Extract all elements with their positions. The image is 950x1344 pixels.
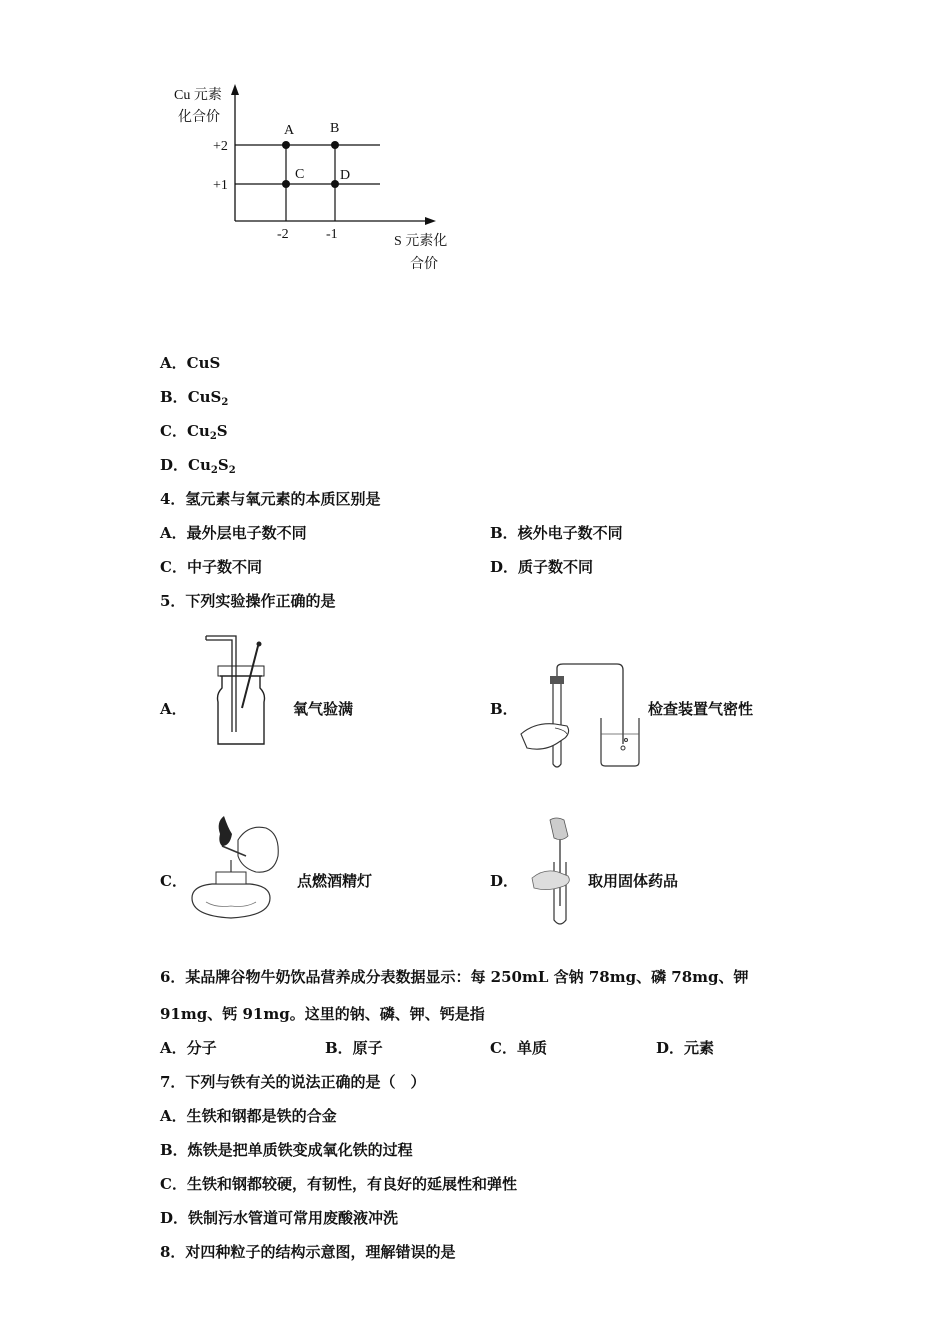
point-label-c: C	[295, 167, 305, 182]
point-label-b: B	[330, 121, 340, 136]
q7-option-b: B．炼铁是把单质铁变成氧化铁的过程	[160, 1141, 413, 1159]
q5-option-a-letter: A．	[160, 700, 187, 718]
q6-option-d: D．元素	[656, 1039, 715, 1057]
q6-stem-line2: 91mg、钙 91mg。这里的钠、磷、钾、钙是指	[160, 1005, 485, 1023]
y-axis-label-2: 化合价	[178, 110, 220, 125]
solid-reagent-illustration	[528, 816, 588, 926]
q6-option-c: C．单质	[490, 1039, 547, 1057]
y-axis-label-1: Cu 元素	[174, 88, 222, 103]
q7-option-c: C．生铁和钢都较硬，有韧性，有良好的延展性和弹性	[160, 1175, 517, 1193]
q5-option-d-letter: D．	[490, 872, 519, 890]
point-b	[331, 141, 339, 149]
x-tick-minus1: -1	[326, 227, 338, 242]
q5-option-c-caption: 点燃酒精灯	[297, 872, 373, 890]
q5-option-a-caption: 氧气验满	[293, 700, 354, 718]
q3-option-a: A．CuS	[160, 354, 221, 372]
x-axis-label-2: 合价	[410, 257, 438, 272]
q4-option-c: C．中子数不同	[160, 558, 262, 576]
q5-option-b-caption: 检查装置气密性	[648, 700, 754, 718]
q6-stem-line1: 6．某品牌谷物牛奶饮品营养成分表数据显示：每 250mL 含钠 78mg、磷 78mg、钾	[160, 968, 749, 986]
q3-option-d: D．$Cu_2S_2$	[160, 456, 236, 476]
oxygen-test-illustration	[198, 628, 278, 758]
q7-stem: 7．下列与铁有关的说法正确的是（ ）	[160, 1073, 426, 1091]
y-tick-plus2: +2	[213, 139, 228, 154]
point-a	[282, 141, 290, 149]
q7-option-d: D．铁制污水管道可常用废酸液冲洗	[160, 1209, 399, 1227]
y-tick-plus1: +1	[213, 178, 228, 193]
airtightness-illustration	[515, 662, 645, 772]
q4-stem: 4．氢元素与氧元素的本质区别是	[160, 490, 381, 508]
point-label-a: A	[284, 123, 295, 138]
x-axis-label-1: S 元素化	[394, 234, 448, 249]
q4-option-b: B．核外电子数不同	[490, 524, 623, 542]
q3-option-c: C．$Cu_2S$	[160, 422, 228, 442]
q6-option-a: A．分子	[160, 1039, 217, 1057]
q4-option-d: D．质子数不同	[490, 558, 594, 576]
valence-figure	[0, 0, 950, 300]
q3-option-b: B．CuS$_2$	[160, 388, 229, 408]
q5-option-b-letter: B．	[490, 700, 518, 718]
point-d	[331, 180, 339, 188]
q5-stem: 5．下列实验操作正确的是	[160, 592, 336, 610]
q7-option-a: A．生铁和钢都是铁的合金	[160, 1107, 337, 1125]
q5-option-d-caption: 取用固体药品	[588, 872, 679, 890]
q8-stem: 8．对四种粒子的结构示意图，理解错误的是	[160, 1243, 456, 1261]
x-axis-arrow	[425, 217, 436, 225]
point-label-d: D	[340, 168, 351, 183]
x-tick-minus2: -2	[277, 227, 289, 242]
alcohol-lamp-illustration	[186, 816, 296, 926]
q5-option-c-letter: C．	[160, 872, 187, 890]
point-c	[282, 180, 290, 188]
q6-option-b: B．原子	[325, 1039, 383, 1057]
y-axis-arrow	[231, 84, 239, 95]
q4-option-a: A．最外层电子数不同	[160, 524, 307, 542]
